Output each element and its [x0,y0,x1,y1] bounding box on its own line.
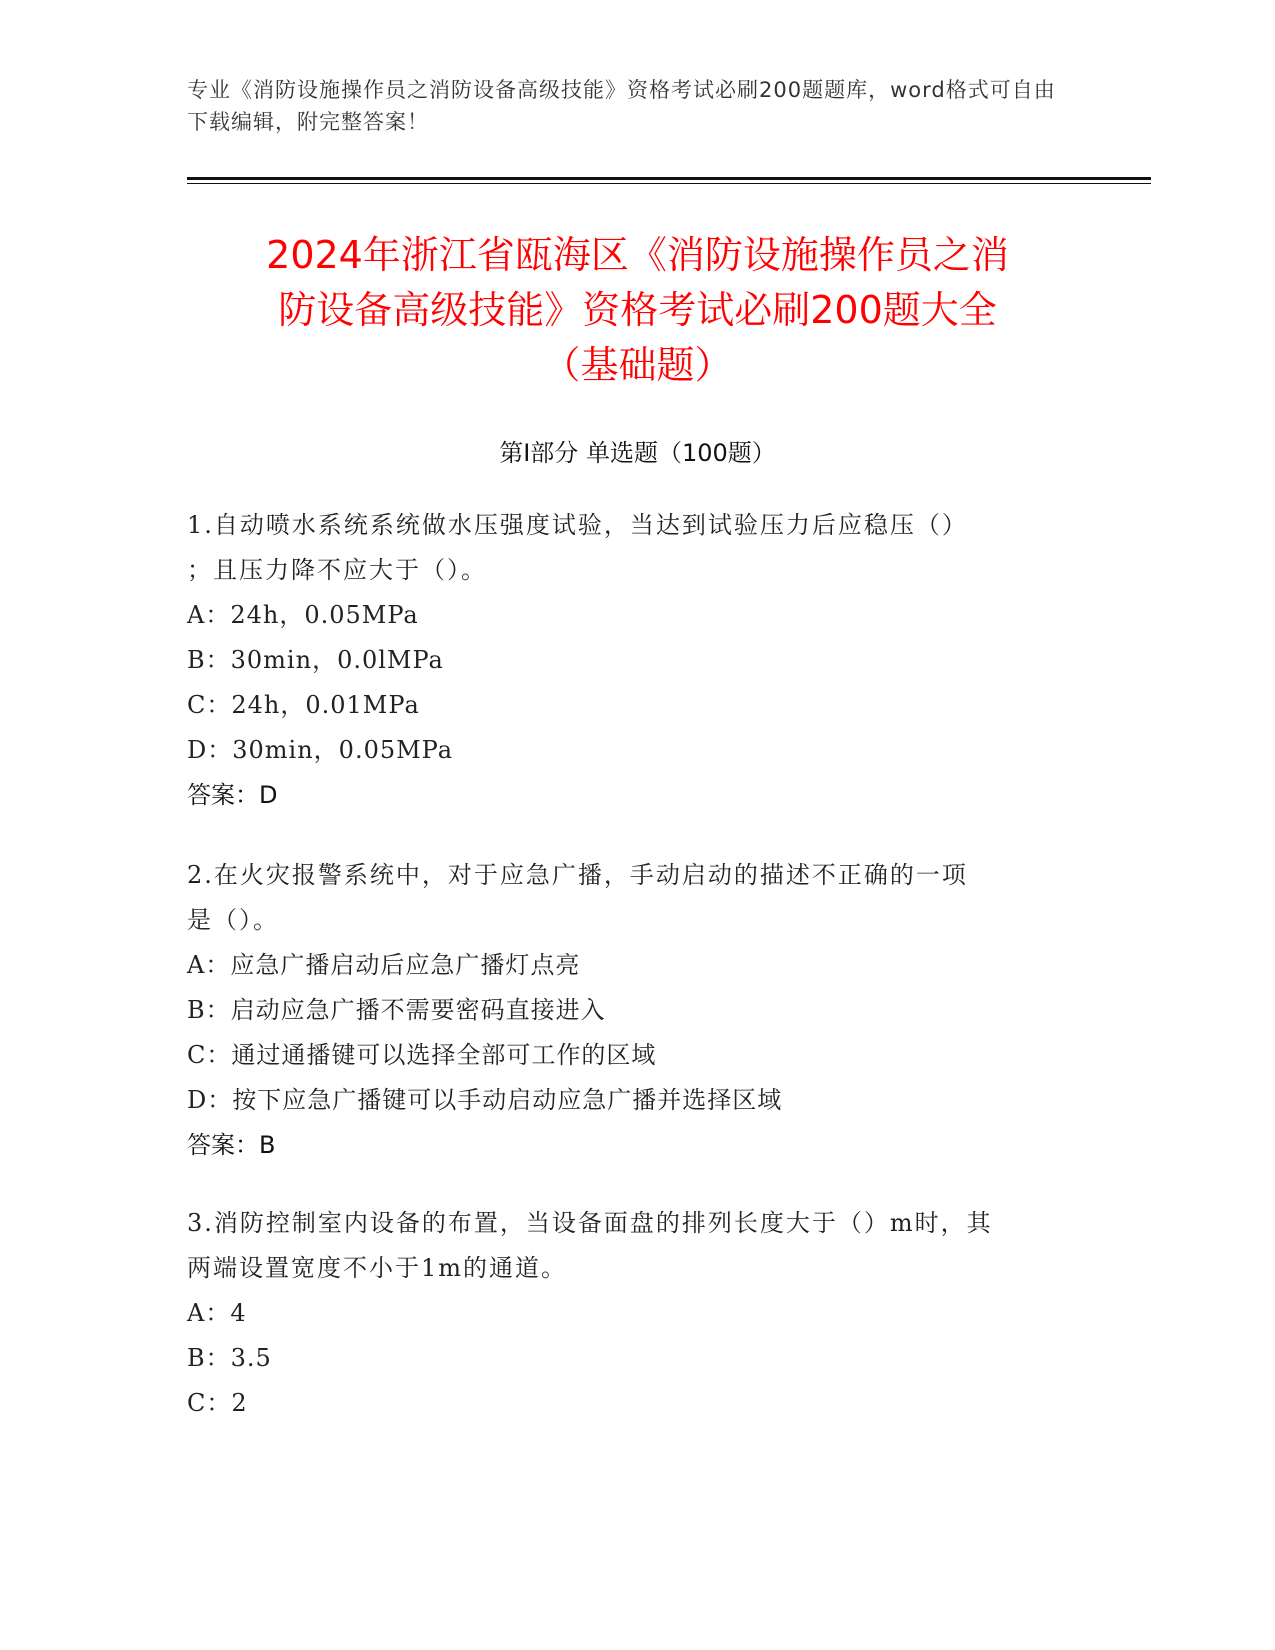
question-2 [187,853,1077,1168]
question-text-line: ；且压力降不应大于（）。 [187,556,487,584]
answer: 答案：D [187,781,278,809]
section-title: 第Ⅰ部分 单选题（100题） [499,439,776,467]
question-text-line: 3.消防控制室内设备的布置，当设备面盘的排列长度大于（）m时，其 [187,1209,993,1237]
option-c: C：24h，0.01MPa [187,691,420,719]
question-text-line: 2.在火灾报警系统中，对于应急广播，手动启动的描述不正确的一项 [187,861,968,889]
header-note: 专业《消防设施操作员之消防设备高级技能》资格考试必刷200题题库，word格式可自由下载编辑，附完整答案！ [187,78,1056,134]
option-b: B：3.5 [187,1344,272,1372]
question-1-text [187,503,1077,593]
title-line-1: 2024年浙江省瓯海区《消防设施操作员之消 [266,233,1009,277]
question-2-text [187,853,1077,943]
question-3 [187,1201,1077,1426]
option-a: A：24h，0.05MPa [187,601,419,629]
header-divider-thick [187,177,1151,180]
title-line-2: 防设备高级技能》资格考试必刷200题大全 [278,288,997,332]
question-text-line: 两端设置宽度不小于1m的通道。 [187,1254,568,1282]
question-text-line: 1.自动喷水系统系统做水压强度试验，当达到试验压力后应稳压（） [187,511,968,539]
option-d: D：按下应急广播键可以手动启动应急广播并选择区域 [187,1086,783,1114]
answer: 答案：B [187,1131,276,1159]
question-1 [187,503,1077,818]
option-a: A：4 [187,1299,247,1327]
option-c: C：2 [187,1389,248,1417]
option-a: A：应急广播启动后应急广播灯点亮 [187,951,581,979]
header-divider-thin [187,183,1151,184]
title-line-3: （基础题） [542,343,733,387]
question-3-text [187,1201,1077,1291]
question-text-line: 是（）。 [187,906,279,934]
option-c: C：通过通播键可以选择全部可工作的区域 [187,1041,657,1069]
option-b: B：启动应急广播不需要密码直接进入 [187,996,606,1024]
option-d: D：30min，0.05MPa [187,736,454,764]
document-title [140,228,1135,393]
option-b: B：30min，0.0lMPa [187,646,444,674]
